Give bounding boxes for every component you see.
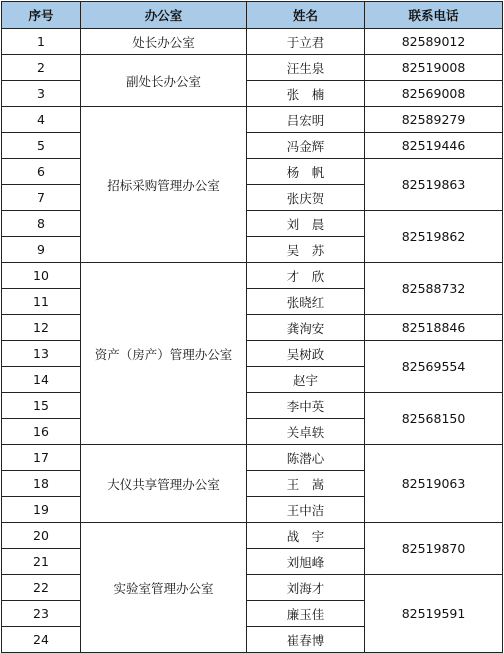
staff-name-cell: 崔春博 [247,627,365,653]
phone-cell: 82589012 [365,29,503,55]
staff-name-cell: 刘海才 [247,575,365,601]
row-index-cell: 8 [2,211,81,237]
phone-cell: 82588732 [365,263,503,315]
staff-name-cell: 赵宇 [247,367,365,393]
phone-cell: 82518846 [365,315,503,341]
row-index-cell: 6 [2,159,81,185]
phone-cell: 82519863 [365,159,503,211]
table-row [2,107,503,133]
table-row [2,133,503,159]
phone-cell: 82569008 [365,81,503,107]
office-cell: 大仪共享管理办公室 [81,445,247,523]
table-header [2,2,503,29]
row-index-cell: 13 [2,341,81,367]
phone-cell: 82519008 [365,55,503,81]
row-index-cell: 4 [2,107,81,133]
row-index-cell: 22 [2,575,81,601]
row-index-cell: 15 [2,393,81,419]
phone-cell: 82519591 [365,575,503,653]
table-row [2,211,503,237]
row-index-cell: 24 [2,627,81,653]
staff-name-cell: 龚洵安 [247,315,365,341]
table-row [2,575,503,601]
office-contacts-table [1,1,503,653]
header-name: 姓名 [247,2,365,29]
header-phone: 联系电话 [365,2,503,29]
office-cell: 处长办公室 [81,29,247,55]
table-body [2,29,503,653]
row-index-cell: 2 [2,55,81,81]
office-cell: 招标采购管理办公室 [81,107,247,263]
phone-cell: 82519063 [365,445,503,523]
row-index-cell: 10 [2,263,81,289]
header-index: 序号 [2,2,81,29]
row-index-cell: 21 [2,549,81,575]
row-index-cell: 16 [2,419,81,445]
header-office: 办公室 [81,2,247,29]
staff-name-cell: 廉玉佳 [247,601,365,627]
row-index-cell: 7 [2,185,81,211]
staff-name-cell: 刘 晨 [247,211,365,237]
table-row [2,445,503,471]
office-cell: 资产（房产）管理办公室 [81,263,247,445]
table-row [2,55,503,81]
staff-name-cell: 张 楠 [247,81,365,107]
staff-name-cell: 王中洁 [247,497,365,523]
staff-name-cell: 张庆贺 [247,185,365,211]
phone-cell: 82569554 [365,341,503,393]
table-row [2,523,503,549]
row-index-cell: 1 [2,29,81,55]
staff-name-cell: 吴 苏 [247,237,365,263]
table-row [2,393,503,419]
staff-name-cell: 于立君 [247,29,365,55]
staff-name-cell: 王 嵩 [247,471,365,497]
staff-name-cell: 吕宏明 [247,107,365,133]
staff-name-cell: 吴树政 [247,341,365,367]
phone-cell: 82568150 [365,393,503,445]
phone-cell: 82519862 [365,211,503,263]
row-index-cell: 5 [2,133,81,159]
table-row [2,315,503,341]
row-index-cell: 20 [2,523,81,549]
row-index-cell: 17 [2,445,81,471]
header-row [2,2,503,29]
table-row [2,341,503,367]
table-row [2,81,503,107]
row-index-cell: 19 [2,497,81,523]
row-index-cell: 18 [2,471,81,497]
row-index-cell: 23 [2,601,81,627]
row-index-cell: 9 [2,237,81,263]
staff-name-cell: 张晓红 [247,289,365,315]
row-index-cell: 11 [2,289,81,315]
row-index-cell: 12 [2,315,81,341]
staff-name-cell: 冯金辉 [247,133,365,159]
table-row [2,159,503,185]
office-cell: 副处长办公室 [81,55,247,107]
office-cell: 实验室管理办公室 [81,523,247,653]
staff-name-cell: 关卓轶 [247,419,365,445]
staff-name-cell: 战 宇 [247,523,365,549]
phone-cell: 82519446 [365,133,503,159]
staff-name-cell: 杨 帆 [247,159,365,185]
staff-name-cell: 汪生泉 [247,55,365,81]
table-row [2,29,503,55]
phone-cell: 82589279 [365,107,503,133]
row-index-cell: 3 [2,81,81,107]
staff-name-cell: 李中英 [247,393,365,419]
staff-name-cell: 才 欣 [247,263,365,289]
staff-name-cell: 陈潜心 [247,445,365,471]
staff-name-cell: 刘旭峰 [247,549,365,575]
phone-cell: 82519870 [365,523,503,575]
row-index-cell: 14 [2,367,81,393]
table-row [2,263,503,289]
